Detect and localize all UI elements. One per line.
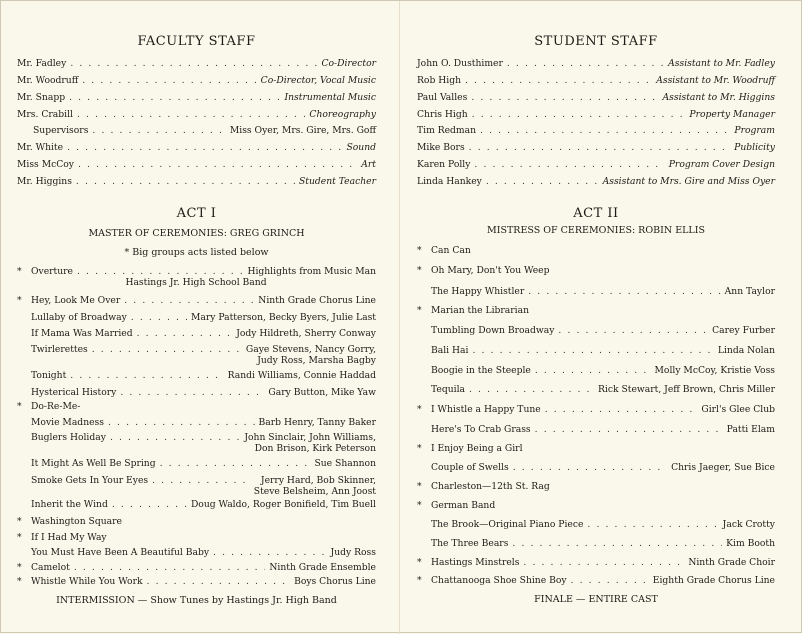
student-title: STUDENT STAFF: [534, 34, 658, 49]
student-row: [417, 109, 775, 120]
dot-leader: [82, 75, 256, 86]
act2-performers: Chris Jaeger, Sue Bice: [671, 462, 775, 473]
act1-item: [17, 516, 376, 527]
act2-song: Can Can: [431, 245, 471, 256]
act1-item: [17, 417, 376, 428]
act1-song: If I Had My Way: [31, 532, 107, 543]
faculty-role: Miss Oyer, Mrs. Gire, Mrs. Goff: [229, 125, 376, 136]
faculty-name: Mrs. Crabill: [17, 109, 73, 120]
dot-leader: [469, 142, 731, 153]
faculty-role: Co-Director, Vocal Music: [260, 75, 376, 86]
group-act-marker: *: [417, 245, 422, 256]
act2-performers: Ninth Grade Choir: [688, 557, 775, 568]
act2-song: The Three Bears: [431, 538, 509, 549]
dot-leader: [77, 109, 305, 120]
act2-performers: Ann Taylor: [724, 286, 775, 297]
dot-leader: [131, 312, 187, 323]
group-act-marker: *: [17, 532, 22, 543]
act2-item: [417, 305, 775, 316]
act2-item: [417, 345, 775, 356]
act1-item: [17, 475, 376, 497]
act1-song: Tonight: [31, 370, 67, 381]
student-name: Linda Hankey: [417, 176, 482, 187]
act1-song: Washington Square: [31, 516, 122, 527]
act2-song: Bali Hai: [431, 345, 469, 356]
student-name: Chris High: [417, 109, 468, 120]
act2-song: Here's To Crab Grass: [431, 424, 531, 435]
group-act-marker: *: [17, 295, 22, 306]
act1-song: Hey, Look Me Over: [31, 295, 121, 306]
faculty-row: [17, 159, 376, 170]
faculty-name: Mr. Snapp: [17, 92, 66, 103]
act1-performers: Mary Patterson, Becky Byers, Julie Last: [190, 312, 376, 323]
dot-leader: [67, 142, 342, 153]
act1-item: [17, 344, 376, 366]
dot-leader: [74, 562, 266, 573]
faculty-name: Supervisors: [33, 125, 89, 136]
act1-performers-continued: Judy Ross, Marsha Bagby: [257, 355, 376, 366]
student-role: Publicity: [734, 142, 775, 153]
act1-performers-continued: Steve Belsheim, Ann Joost: [253, 486, 376, 497]
act2-song: Hastings Minstrels: [431, 557, 520, 568]
act1-song: Hysterical History: [31, 387, 117, 398]
faculty-name: Mr. White: [17, 142, 64, 153]
act2-item: [417, 443, 775, 454]
faculty-row: [17, 125, 376, 136]
act1-performers: Sue Shannon: [314, 458, 376, 469]
dot-leader: [471, 92, 658, 103]
dot-leader: [480, 125, 730, 136]
act2-song: Chattanooga Shoe Shine Boy: [431, 575, 567, 586]
act2-performers: Linda Nolan: [717, 345, 775, 356]
act2-song: The Happy Whistler: [431, 286, 525, 297]
act1-performers: Gary Button, Mike Yaw: [268, 387, 376, 398]
faculty-name: Mr. Fadley: [17, 58, 67, 69]
group-act-marker: *: [417, 575, 422, 586]
act2-performers: Carey Furber: [712, 325, 775, 336]
act2-performers: Kim Booth: [726, 538, 775, 549]
group-act-marker: *: [417, 265, 422, 276]
dot-leader: [469, 384, 594, 395]
act1-performers: Ninth Grade Ensemble: [269, 562, 376, 573]
act2-performers: Rick Stewart, Jeff Brown, Chris Miller: [597, 384, 775, 395]
act2-song: Boogie in the Steeple: [431, 365, 531, 376]
act2-item: [417, 557, 775, 568]
act1-song: Smoke Gets In Your Eyes: [31, 475, 149, 486]
dot-leader: [110, 432, 240, 443]
act2-item: [417, 500, 775, 511]
act1-item: [17, 387, 376, 398]
group-act-marker: *: [417, 305, 422, 316]
act1-performers: Judy Ross: [330, 547, 376, 558]
act1-note: * Big groups acts listed below: [124, 247, 269, 258]
act1-item: [17, 547, 376, 558]
act1-item: [17, 458, 376, 469]
faculty-title: FACULTY STAFF: [137, 34, 256, 49]
dot-leader: [474, 159, 664, 170]
student-name: Tim Redman: [417, 125, 477, 136]
dot-leader: [472, 345, 713, 356]
act1-item: [17, 532, 376, 543]
dot-leader: [112, 499, 187, 510]
act1-mc: MASTER OF CEREMONIES: GREG GRINCH: [88, 228, 305, 239]
act1-item: [17, 295, 376, 306]
act1-item: [17, 266, 376, 288]
student-row: [417, 125, 775, 136]
group-act-marker: *: [17, 401, 22, 412]
act1-performers: Ninth Grade Chorus Line: [258, 295, 376, 306]
dot-leader: [152, 475, 250, 486]
dot-leader: [78, 159, 357, 170]
act2-item: [417, 462, 775, 473]
faculty-row: [17, 109, 376, 120]
group-act-marker: *: [417, 557, 422, 568]
act1-item: [17, 432, 376, 454]
act1-title: ACT I: [176, 206, 217, 221]
faculty-name: Miss McCoy: [17, 159, 75, 170]
act2-performers: Eighth Grade Chorus Line: [652, 575, 775, 586]
act1-item: [17, 576, 376, 587]
group-act-marker: *: [417, 404, 422, 415]
act2-song: Couple of Swells: [431, 462, 509, 473]
dot-leader: [70, 370, 223, 381]
student-role: Program: [734, 125, 775, 136]
dot-leader: [571, 575, 649, 586]
faculty-row: [17, 75, 376, 86]
act2-item: [417, 481, 775, 492]
dot-leader: [137, 328, 233, 339]
act2-item: [417, 404, 775, 415]
dot-leader: [587, 519, 718, 530]
student-role: Assistant to Mr. Higgins: [662, 92, 775, 103]
student-role: Assistant to Mr. Woodruff: [656, 75, 775, 86]
dot-leader: [120, 387, 264, 398]
student-row: [417, 176, 775, 187]
faculty-role: Sound: [346, 142, 376, 153]
act1-song: Twirlerettes: [31, 344, 88, 355]
act2-song: I Whistle a Happy Tune: [431, 404, 541, 415]
act1-performers: Jerry Hard, Bob Skinner,: [260, 475, 376, 486]
dot-leader: [545, 404, 698, 415]
act1-performers: Boys Chorus Line: [294, 576, 376, 587]
act1-song: Do-Re-Me-: [31, 401, 81, 412]
faculty-row: [17, 142, 376, 153]
act1-footer: INTERMISSION — Show Tunes by Hastings Jr. High Band: [56, 595, 337, 606]
student-name: John O. Dusthimer: [417, 58, 503, 69]
act1-song: You Must Have Been A Beautiful Baby: [31, 547, 210, 558]
act1-song: Buglers Holiday: [31, 432, 106, 443]
group-act-marker: *: [417, 443, 422, 454]
faculty-row: [17, 176, 376, 187]
act2-item: [417, 365, 775, 376]
dot-leader: [69, 92, 280, 103]
faculty-row: [17, 92, 376, 103]
dot-leader: [512, 538, 722, 549]
act1-song: Lullaby of Broadway: [31, 312, 127, 323]
act1-performers: Barb Henry, Tanny Baker: [258, 417, 376, 428]
student-row: [417, 75, 775, 86]
act1-performers-continued: Hastings Jr. High School Band: [125, 277, 267, 288]
act2-item: [417, 325, 775, 336]
dot-leader: [486, 176, 599, 187]
act2-song: Oh Mary, Don't You Weep: [431, 265, 550, 276]
act2-song: Tequila: [431, 384, 466, 395]
act2-song: Charleston—12th St. Rag: [431, 481, 550, 492]
act2-item: [417, 538, 775, 549]
dot-leader: [472, 109, 686, 120]
act2-title: ACT II: [573, 206, 619, 221]
act2-item: [417, 265, 775, 276]
dot-leader: [535, 365, 651, 376]
student-name: Mike Bors: [417, 142, 465, 153]
student-name: Rob High: [417, 75, 461, 86]
dot-leader: [558, 325, 708, 336]
dot-leader: [77, 266, 243, 277]
act1-performers: Randi Williams, Connie Haddad: [227, 370, 376, 381]
dot-leader: [70, 58, 317, 69]
act2-performers: Patti Elam: [726, 424, 775, 435]
student-row: [417, 58, 775, 69]
dot-leader: [465, 75, 652, 86]
dot-leader: [213, 547, 326, 558]
act2-performers: Jack Crotty: [722, 519, 775, 530]
student-role: Assistant to Mrs. Gire and Miss Oyer: [602, 176, 775, 187]
act1-item: [17, 401, 376, 412]
act1-item: [17, 370, 376, 381]
dot-leader: [147, 576, 291, 587]
act2-song: German Band: [431, 500, 496, 511]
act1-item: [17, 328, 376, 339]
act1-song: Whistle While You Work: [31, 576, 143, 587]
act1-performers: Jody Hildreth, Sherry Conway: [236, 328, 376, 339]
act2-song: Tumbling Down Broadway: [431, 325, 555, 336]
act1-song: Inherit the Wind: [31, 499, 108, 510]
faculty-role: Art: [361, 159, 376, 170]
act1-performers: Highlights from Music Man: [247, 266, 376, 277]
group-act-marker: *: [17, 516, 22, 527]
dot-leader: [507, 58, 664, 69]
dot-leader: [92, 125, 225, 136]
act2-item: [417, 245, 775, 256]
act1-song: Camelot: [31, 562, 70, 573]
act2-item: [417, 424, 775, 435]
group-act-marker: *: [417, 481, 422, 492]
student-row: [417, 159, 775, 170]
student-row: [417, 142, 775, 153]
dot-leader: [523, 557, 684, 568]
group-act-marker: *: [17, 266, 22, 277]
faculty-role: Choreography: [309, 109, 376, 120]
dot-leader: [92, 344, 242, 355]
act1-song: It Might As Well Be Spring: [31, 458, 156, 469]
student-name: Karen Polly: [417, 159, 471, 170]
act1-item: [17, 499, 376, 510]
act2-item: [417, 384, 775, 395]
student-row: [417, 92, 775, 103]
page-fold: [399, 1, 400, 634]
act1-performers: John Sinclair, John Williams,: [244, 432, 376, 443]
act2-song: Marian the Librarian: [431, 305, 530, 316]
act1-song: Overture: [31, 266, 73, 277]
dot-leader: [513, 462, 667, 473]
act1-item: [17, 312, 376, 323]
student-name: Paul Valles: [417, 92, 468, 103]
student-role: Assistant to Mr. Fadley: [668, 58, 775, 69]
faculty-name: Mr. Higgins: [17, 176, 72, 187]
dot-leader: [124, 295, 254, 306]
faculty-role: Student Teacher: [299, 176, 376, 187]
act1-performers: Doug Waldo, Roger Bonifield, Tim Buell: [190, 499, 376, 510]
dot-leader: [76, 176, 295, 187]
act2-performers: Molly McCoy, Kristie Voss: [654, 365, 775, 376]
act1-performers-continued: Don Brison, Kirk Peterson: [254, 443, 376, 454]
group-act-marker: *: [417, 500, 422, 511]
act2-mc: MISTRESS OF CEREMONIES: ROBIN ELLIS: [486, 225, 706, 236]
act2-footer: FINALE — ENTIRE CAST: [534, 594, 658, 605]
act2-performers: Girl's Glee Club: [701, 404, 775, 415]
act1-item: [17, 562, 376, 573]
student-role: Program Cover Design: [668, 159, 775, 170]
act2-song: The Brook—Original Piano Piece: [431, 519, 584, 530]
faculty-role: Co-Director: [321, 58, 376, 69]
dot-leader: [528, 286, 720, 297]
act2-song: I Enjoy Being a Girl: [431, 443, 523, 454]
group-act-marker: *: [17, 562, 22, 573]
group-act-marker: *: [17, 576, 22, 587]
act2-item: [417, 575, 775, 586]
act2-item: [417, 519, 775, 530]
dot-leader: [108, 417, 255, 428]
act1-song: Movie Madness: [31, 417, 104, 428]
faculty-name: Mr. Woodruff: [17, 75, 79, 86]
faculty-row: [17, 58, 376, 69]
dot-leader: [535, 424, 723, 435]
act1-performers: Gaye Stevens, Nancy Gorry,: [245, 344, 376, 355]
student-role: Property Manager: [689, 109, 775, 120]
dot-leader: [160, 458, 311, 469]
faculty-role: Instrumental Music: [284, 92, 376, 103]
act2-item: [417, 286, 775, 297]
act1-song: If Mama Was Married: [31, 328, 133, 339]
